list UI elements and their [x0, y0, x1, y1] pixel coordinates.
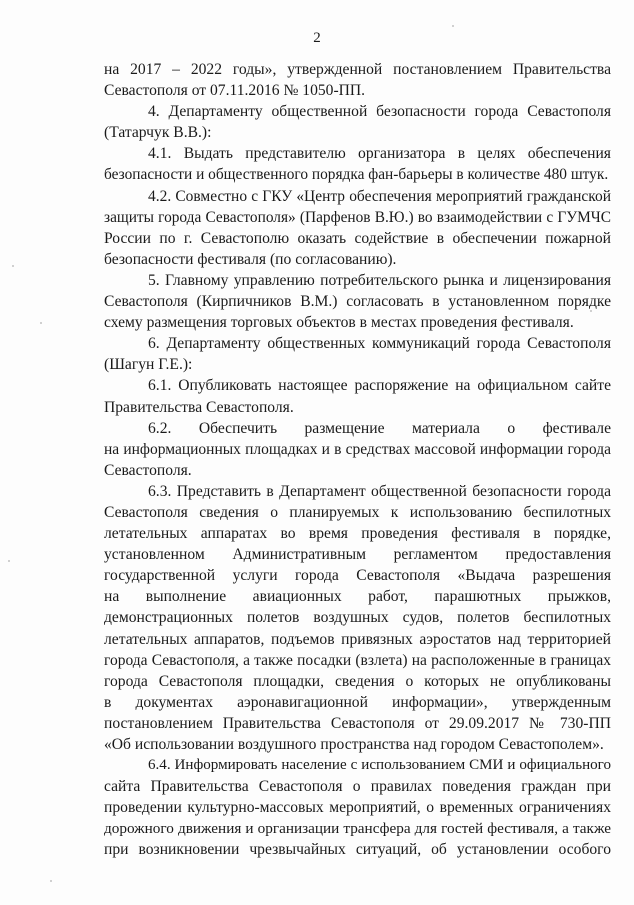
scan-speck — [40, 322, 42, 324]
document-line: 6.2. Обеспечить размещение материала о фестивале — [148, 419, 611, 437]
document-line: на выполнение авиационных работ, парашютных прыжков, — [104, 588, 611, 606]
document-line: 6.4. Информировать население с использованием СМИ и официального — [148, 757, 611, 774]
document-line: летательных аппаратах во время проведения фестиваля в порядке, — [104, 525, 611, 543]
document-line: 6. Департаменту общественных коммуникаций города Севастополя — [148, 335, 611, 353]
document-line: города Севастополя, а также посадки (взлета) на расположенные в границах — [104, 651, 611, 669]
page-number: 2 — [313, 30, 321, 46]
document-line: защиты города Севастополя» (Парфенов В.Ю.) во взаимодействии с ГУМЧС — [104, 208, 611, 226]
document-line: в документах аэронавигационной информации», утвержденным — [104, 693, 611, 711]
document-line: дорожного движения и организации трансфера для гостей фестиваля, а также — [104, 820, 611, 838]
document-line: 6.3. Представить в Департамент общественной безопасности города — [148, 482, 611, 500]
scan-speck — [590, 310, 592, 312]
document-line: установленном Административным регламентом предоставления — [104, 546, 611, 564]
document-line: 4.1. Выдать представителю организатора в целях обеспечения — [148, 145, 611, 163]
document-line: летательных аппаратов, подъемов привязных аэростатов над территорией — [104, 630, 611, 648]
document-line: безопасности и общественного порядка фан-барьеры в количестве 480 штук. — [104, 166, 609, 184]
document-line: 6.1. Опубликовать настоящее распоряжение на официальном сайте — [148, 377, 611, 395]
document-line: Севастополя (Кирпичников В.М.) согласовать в установленном порядке — [104, 293, 611, 311]
document-line: 5. Главному управлению потребительского рынка и лицензирования — [148, 271, 611, 289]
document-line: Правительства Севастополя. — [104, 398, 294, 416]
document-line: при возникновении чрезвычайных ситуаций, об установлении особого — [104, 841, 611, 859]
document-line: (Шагун Г.Е.): — [104, 356, 193, 374]
document-line: на 2017 – 2022 годы», утвержденной постановлением Правительства — [104, 61, 611, 78]
document-line: сайта Правительства Севастополя о правилах поведения граждан при — [104, 778, 611, 796]
document-line: схему размещения торговых объектов в местах проведения фестиваля. — [104, 314, 574, 332]
document-line: демонстрационных полетов воздушных судов, полетов беспилотных — [104, 609, 611, 627]
document-line: Севастополя от 07.11.2016 № 1050-ПП. — [104, 82, 366, 100]
scan-speck — [452, 25, 454, 27]
document-body — [104, 59, 611, 861]
scan-speck — [50, 880, 52, 882]
document-line: государственной услуги города Севастополя «Выдача разрешения — [104, 567, 611, 585]
document-line: на информационных площадках и в средствах массовой информации города — [104, 440, 611, 458]
document-line: 4.2. Совместно с ГКУ «Центр обеспечения мероприятий гражданской — [148, 187, 611, 205]
document-line: «Об использовании воздушного пространства над городом Севастополем». — [104, 736, 604, 753]
document-line: проведении культурно-массовых мероприятий, о временных ограничениях — [104, 799, 611, 817]
scan-speck — [8, 560, 10, 562]
document-line: 4. Департаменту общественной безопасности города Севастополя — [148, 103, 611, 121]
document-line: Севастополя. — [104, 461, 192, 479]
document-line: постановлением Правительства Севастополя от 29.09.2017 № 730-ПП — [104, 714, 611, 732]
document-line: безопасности фестиваля (по согласованию). — [104, 250, 397, 268]
document-line: (Татарчук В.В.): — [104, 124, 212, 142]
scan-speck — [12, 265, 14, 267]
document-line: Севастополя сведения о планируемых к использованию беспилотных — [104, 503, 611, 521]
document-line: России по г. Севастополю оказать содействие в обеспечении пожарной — [104, 229, 611, 247]
document-line: города Севастополя площадки, сведения о которых не опубликованы — [104, 672, 611, 690]
